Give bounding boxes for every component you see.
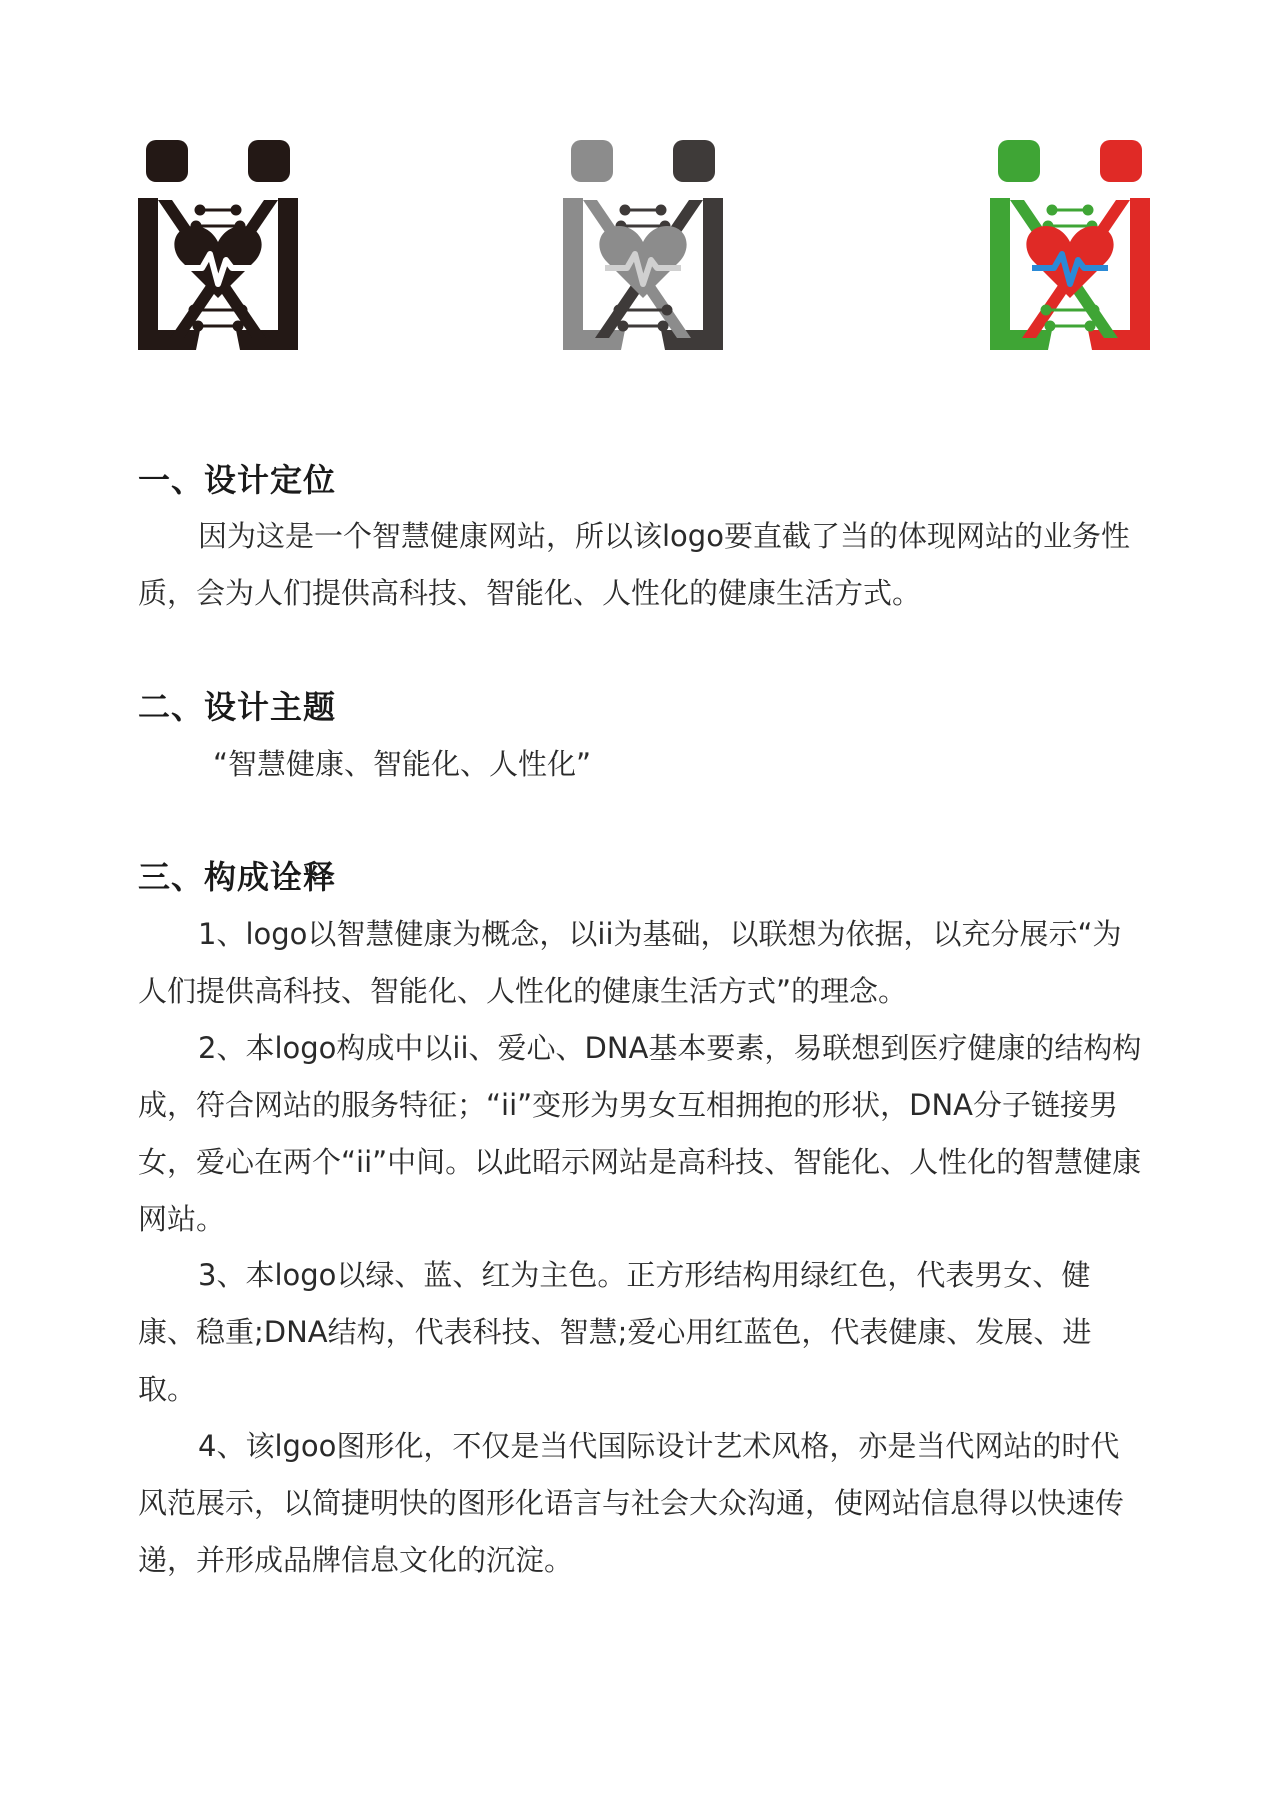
section-title-positioning: 一、设计定位	[138, 461, 337, 499]
theme-quote: “智慧健康、智能化、人性化”	[213, 747, 592, 781]
logo-black-version	[138, 138, 298, 353]
paragraph-composition-4: 4、该lgoo图形化，不仅是当代国际设计艺术风格，亦是当代网站的时代风范展示，以简捷明快的图形化语言与社会大众沟通，使网站信息得以快速传递，并形成品牌信息文化的沉淀。	[138, 1429, 1125, 1577]
paragraph-composition-3: 3、本logo以绿、蓝、红为主色。正方形结构用绿红色，代表男女、健康、稳重;DNA结构，代表科技、智慧;爱心用红蓝色，代表健康、发展、进取。	[138, 1258, 1092, 1406]
section-title-composition: 三、构成诠释	[138, 858, 337, 896]
logo-gray-version	[563, 138, 723, 353]
right-head	[673, 140, 715, 182]
paragraph-composition-2: 2、本logo构成中以ii、爱心、DNA基本要素，易联想到医疗健康的结构构成，符合网站的服务特征；“ii”变形为男女互相拥抱的形状，DNA分子链接男女，爱心在两个“ii”中间。以此昭示网站是高科技、智能化、人性化的智慧健康网站。	[138, 1031, 1142, 1236]
left-head	[146, 140, 188, 182]
logo-color-version	[990, 138, 1150, 353]
logo-variants-row	[0, 138, 1280, 353]
section-title-theme: 二、设计主题	[138, 688, 337, 726]
heart-shape	[1026, 226, 1113, 298]
heart-shape	[599, 226, 686, 298]
left-head	[571, 140, 613, 182]
heart-shape	[174, 226, 261, 298]
right-head	[1100, 140, 1142, 182]
left-head	[998, 140, 1040, 182]
right-head	[248, 140, 290, 182]
paragraph-composition-1: 1、logo以智慧健康为概念，以ii为基础，以联想为依据，以充分展示“为人们提供高科技、智能化、人性化的健康生活方式”的理念。	[138, 917, 1122, 1008]
paragraph-positioning: 因为这是一个智慧健康网站，所以该logo要直截了当的体现网站的业务性质，会为人们提供高科技、智能化、人性化的健康生活方式。	[138, 519, 1130, 610]
